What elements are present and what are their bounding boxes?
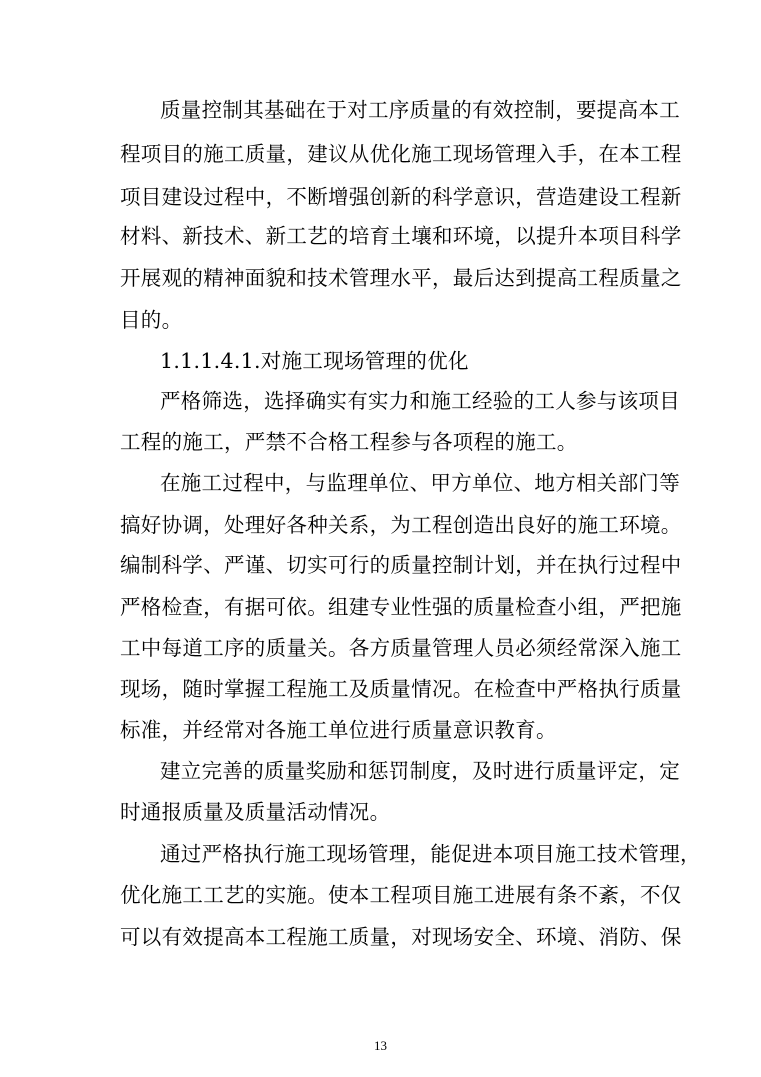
paragraph-line: 通过严格执行施工现场管理，能促进本项目施工技术管理，: [160, 842, 701, 866]
section-heading: 1.1.1.4.1.对施工现场管理的优化: [160, 349, 469, 373]
paragraph-line: 优化施工工艺的实施。使本工程项目施工进展有条不紊，不仅: [120, 883, 682, 907]
paragraph-line: 可以有效提高本工程施工质量，对现场安全、环境、消防、保: [120, 925, 682, 949]
paragraph-line: 开展观的精神面貌和技术管理水平，最后达到提高工程质量之: [120, 266, 682, 290]
paragraph-line: 在施工过程中，与监理单位、甲方单位、地方相关部门等: [160, 471, 680, 495]
paragraph-line: 严格检查，有据可依。组建专业性强的质量检查小组，严把施: [120, 595, 682, 619]
paragraph-line: 时通报质量及质量活动情况。: [120, 800, 391, 824]
paragraph-line: 严格筛选，选择确实有实力和施工经验的工人参与该项目: [160, 389, 680, 413]
paragraph-line: 标准，并经常对各施工单位进行质量意识教育。: [120, 718, 557, 742]
paragraph-line: 目的。: [120, 308, 183, 332]
paragraph-line: 工程的施工，严禁不合格工程参与各项程的施工。: [120, 430, 578, 454]
page-number: 13: [374, 1038, 387, 1053]
paragraph-line: 编制科学、严谨、切实可行的质量控制计划，并在执行过程中: [120, 553, 682, 577]
paragraph-line: 工中每道工序的质量关。各方质量管理人员必须经常深入施工: [120, 636, 682, 660]
paragraph-line: 质量控制其基础在于对工序质量的有效控制，要提高本工: [160, 98, 680, 122]
paragraph-line: 搞好协调，处理好各种关系，为工程创造出良好的施工环境。: [120, 513, 682, 537]
paragraph-line: 材料、新技术、新工艺的培育土壤和环境，以提升本项目科学: [120, 224, 682, 248]
paragraph-line: 建立完善的质量奖励和惩罚制度，及时进行质量评定，定: [160, 759, 680, 783]
paragraph-line: 项目建设过程中，不断增强创新的科学意识，营造建设工程新: [120, 185, 682, 209]
paragraph-line: 程项目的施工质量，建议从优化施工现场管理入手，在本工程: [120, 142, 682, 166]
paragraph-line: 现场，随时掌握工程施工及质量情况。在检查中严格执行质量: [120, 677, 682, 701]
